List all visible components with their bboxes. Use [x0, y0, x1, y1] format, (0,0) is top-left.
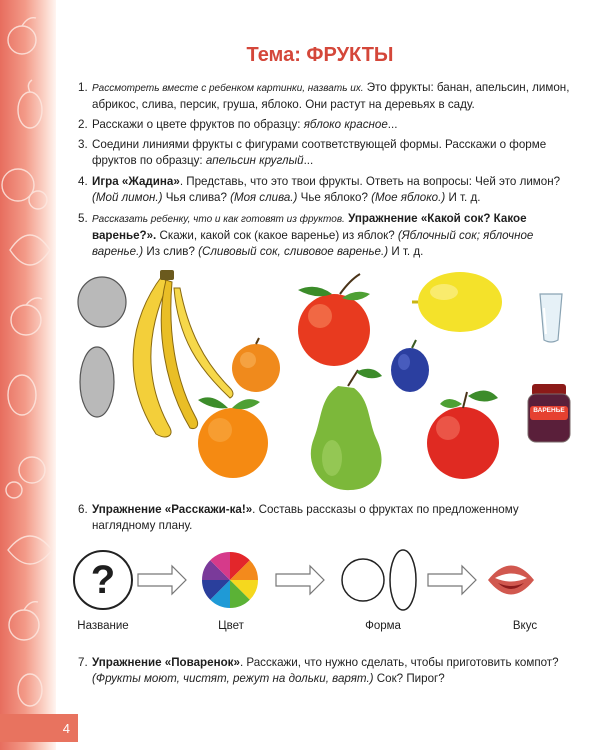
item-number: 2. [78, 118, 88, 131]
item-number: 6. [78, 503, 88, 516]
answer-text: (Яблочный сок; яблочное варенье.) [92, 229, 534, 258]
item-text: Скажи, какой сок (какое варенье) из яблок? [156, 229, 398, 242]
item-tail: Сок? Пирог? [373, 672, 445, 685]
peach-image [298, 274, 370, 366]
answer-text: (Сливовый сок, сливовое варенье.) [198, 245, 389, 258]
teacher-instruction: Рассказать ребенку, что и как готовят из фруктов. [92, 214, 345, 225]
color-wheel-icon [202, 552, 258, 608]
item-text: Это фрукты: банан, апельсин, лимон, абрикос, слива, персик, груша, яблоко. Они растут на деревьях в саду. [92, 81, 570, 111]
exercise-title: Упражнение «Расскажи-ка!» [92, 503, 253, 516]
item-text: . Представь, что это твои фрукты. Ответь на вопросы: Чей это лимон? [179, 175, 561, 188]
exercise-title: Упражнение «Какой сок? Какое варенье?». [92, 212, 527, 242]
example-text: яблоко красное [303, 118, 388, 131]
question-mark-icon: ? [90, 558, 116, 602]
arrow-right-icon [276, 566, 324, 594]
circle-outline-icon [342, 559, 384, 601]
oval-shape [80, 347, 114, 417]
answer-text: (Мой лимон.) [92, 191, 163, 204]
item-text: Чье яблоко? [297, 191, 372, 204]
plum-image [391, 340, 429, 392]
task-item-7 [78, 655, 578, 687]
exercise-title: Упражнение «Поваренок» [92, 656, 240, 669]
item-tail: ... [303, 154, 314, 167]
item-tail: И т. д. [388, 245, 424, 258]
plan-label-name: Название [77, 620, 129, 632]
task-item-6 [78, 502, 578, 534]
oval-outline-icon [390, 550, 416, 610]
item-text: Соедини линиями фрукты с фигурами соответствующей формы. Расскажи о форме фруктов по образцу: [92, 138, 547, 167]
item-text: Расскажи о цвете фруктов по образцу: [92, 118, 304, 131]
task-item-1 [78, 80, 578, 113]
lemon-image [412, 272, 502, 332]
plan-label-shape: Форма [365, 620, 401, 632]
apricot-image [232, 338, 280, 392]
pear-image [311, 369, 382, 490]
item-number: 4. [78, 175, 88, 188]
page-title: Тема: ФРУКТЫ [246, 44, 394, 66]
item-tail: И т. д. [445, 191, 481, 204]
apple-image [427, 390, 499, 479]
glass-image [540, 294, 562, 342]
item-text: . Расскажи, что нужно сделать, чтобы приготовить компот? [239, 656, 559, 669]
example-text: апельсин круглый [205, 154, 304, 167]
item-tail: ... [387, 118, 398, 131]
item-text: . Составь рассказы о фруктах по предложенному наглядному плану. [92, 503, 519, 532]
game-title: Игра «Жадина» [92, 175, 180, 188]
page-number: 4 [62, 720, 70, 736]
orange-image [198, 397, 268, 478]
item-number: 7. [78, 656, 88, 669]
fruits-illustration [70, 268, 580, 498]
task-item-4 [78, 174, 578, 206]
answer-text: (Мое яблоко.) [371, 191, 446, 204]
fruit-pattern-decoration [0, 0, 56, 750]
jam-jar-label: ВАРЕНЬЕ [533, 407, 565, 414]
decorative-sidebar [0, 0, 56, 750]
answer-text: (Фрукты моют, чистят, режут на дольки, варят.) [92, 672, 374, 685]
page-number-tab [0, 714, 78, 742]
item-text: Чья слива? [162, 191, 231, 204]
teacher-instruction: Рассмотреть вместе с ребенком картинки, назвать их. [92, 83, 364, 94]
item-number: 1. [78, 81, 88, 94]
circle-shape [78, 277, 126, 327]
mouth-taste-icon [488, 566, 534, 595]
answer-text: (Моя слива.) [230, 191, 298, 204]
task-item-3 [78, 137, 578, 169]
arrow-right-icon [428, 566, 476, 594]
task-item-2 [78, 117, 578, 133]
task-item-5 [78, 211, 578, 260]
plan-label-taste: Вкус [512, 620, 538, 632]
arrow-right-icon [138, 566, 186, 594]
item-text: Из слив? [143, 245, 199, 258]
item-number: 5. [78, 212, 88, 225]
item-number: 3. [78, 138, 88, 151]
plan-label-color: Цвет [218, 620, 244, 632]
